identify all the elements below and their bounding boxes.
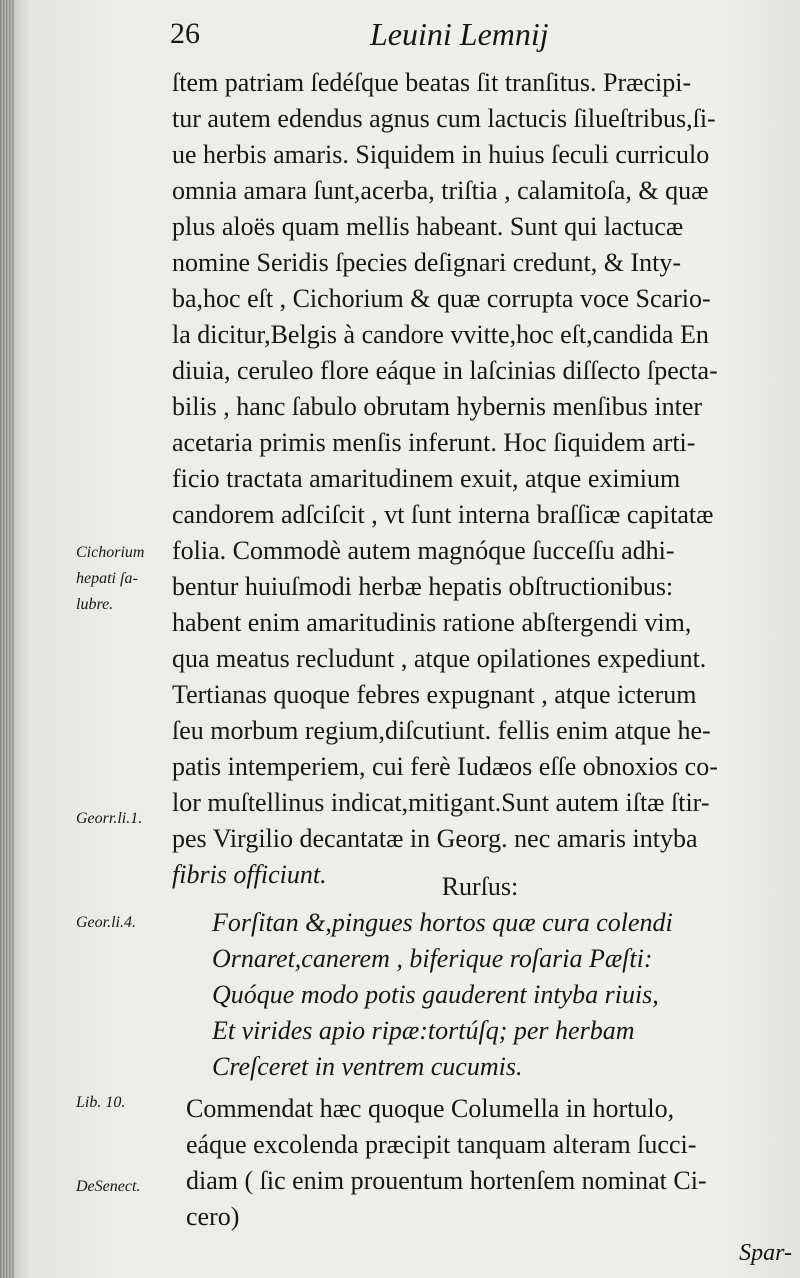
margin-note-georgics-1: Georr.li.1. <box>76 810 143 827</box>
body-line: plus aloës quam mellis habeant. Sunt qui lactucæ <box>172 212 684 241</box>
margin-note-cichorium: hepati ſa- <box>76 570 138 587</box>
margin-note-cichorium: lubre. <box>76 596 114 613</box>
margin-note-cichorium: Cichorium <box>76 544 145 561</box>
margin-note-lib-10: Lib. 10. <box>76 1094 126 1111</box>
margin-note-georgics-4: Geor.li.4. <box>76 914 136 931</box>
body-line: bilis , hanc ſabulo obrutam hybernis menſibus inter <box>172 392 703 421</box>
body-line: habent enim amaritudinis ratione abſtergendi vim, <box>172 608 692 637</box>
verse-line: Forſitan &,pingues hortos quæ cura colendi <box>212 908 673 937</box>
body-line: ue herbis amaris. Siquidem in huius ſeculi curriculo <box>172 140 710 169</box>
body-line: nomine Seridis ſpecies deſignari credunt, & Inty- <box>172 248 682 277</box>
closing-line: cero) <box>186 1202 240 1231</box>
body-line: diuia, ceruleo flore eáque in laſcinias diſſecto ſpecta- <box>172 356 718 385</box>
body-line: patis intemperiem, cui ferè Iudæos eſſe obnoxios co- <box>172 752 718 781</box>
verse-line: Quóque modo potis gauderent intyba riuis, <box>212 980 659 1009</box>
verse-line: Ornaret,canerem , biferique roſaria Pæſti: <box>212 944 653 973</box>
catchword: Spar- <box>739 1240 792 1266</box>
running-head: Leuini Lemnij <box>370 16 549 52</box>
body-line: ficio tractata amaritudinem exuit, atque eximium <box>172 464 681 493</box>
body-line: ba,hoc eſt , Cichorium & quæ corrupta voce Scario- <box>172 284 711 313</box>
rursus-heading: Rurſus: <box>441 872 519 901</box>
body-line: Tertianas quoque febres expugnant , atque icterum <box>172 680 697 709</box>
closing-line: diam ( ſic enim prouentum hortenſem nominat Ci- <box>186 1166 707 1195</box>
body-line: omnia amara ſunt,acerba, triſtia , calamitoſa, & quæ <box>172 176 709 205</box>
closing-line: eáque excolenda præcipit tanquam alteram ſucci- <box>186 1130 697 1159</box>
body-line: qua meatus recludunt , atque opilationes expediunt. <box>172 644 707 673</box>
body-line: tur autem edendus agnus cum lactucis ſilueſtribus,ſi- <box>172 104 716 133</box>
body-line: la dicitur,Belgis à candore vvitte,hoc eſt,candida En <box>172 320 709 349</box>
body-line: fibris officiunt. <box>172 860 327 889</box>
body-line: folia. Commodè autem magnóque ſucceſſu adhi- <box>172 536 675 565</box>
body-line: pes Virgilio decantatæ in Georg. nec amaris intyba <box>172 824 698 853</box>
body-line: ſeu morbum regium,diſcutiunt. fellis enim atque he- <box>172 716 711 745</box>
page-number: 26 <box>170 17 200 50</box>
body-line: ſtem patriam ſedéſque beatas ſit tranſitus. Præcipi- <box>172 68 692 97</box>
closing-line: Commendat hæc quoque Columella in hortulo, <box>186 1094 675 1123</box>
body-line: candorem adſciſcit , vt ſunt interna braſſicæ capitatæ <box>172 500 714 529</box>
body-line: acetaria primis menſis inferunt. Hoc ſiquidem arti- <box>172 428 696 457</box>
body-line: bentur huiuſmodi herbæ hepatis obſtructionibus: <box>172 572 674 601</box>
margin-note-de-senectute: DeSenect. <box>76 1178 141 1195</box>
verse-line: Creſceret in ventrem cucumis. <box>212 1052 523 1081</box>
verse-line: Et virides apio ripæ:tortúſq; per herbam <box>212 1016 635 1045</box>
body-line: lor muſtellinus indicat,mitigant.Sunt autem iſtæ ſtir- <box>172 788 710 817</box>
